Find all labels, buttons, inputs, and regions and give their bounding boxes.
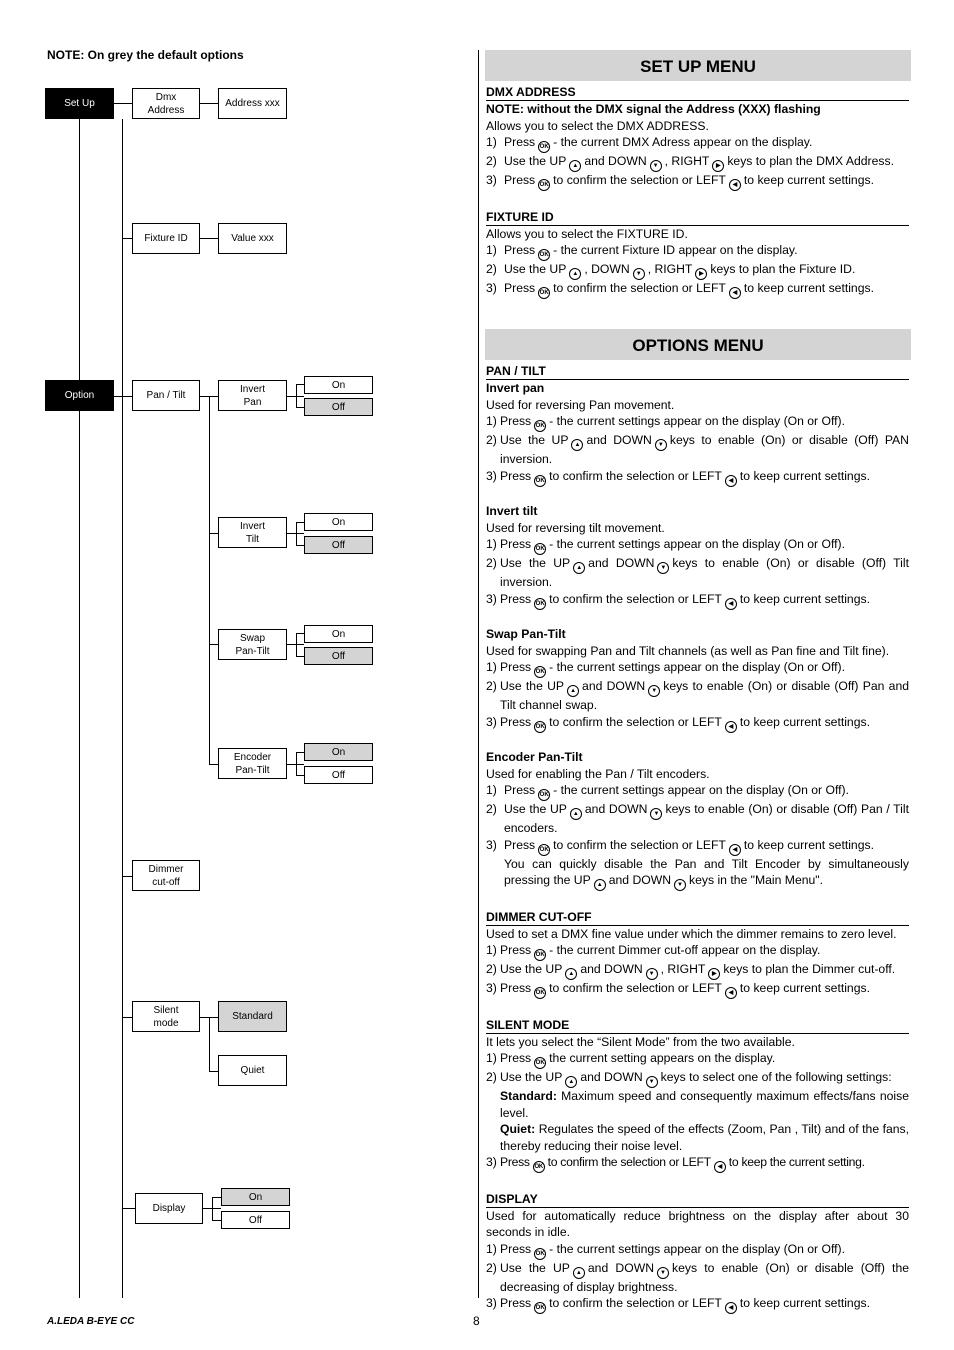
left-key-icon: ◀ (714, 1161, 726, 1173)
invert-tilt-step-1 (486, 536, 909, 555)
invert-pan-intro: Used for reversing Pan movement. (486, 397, 675, 412)
down-key-icon: ▼ (657, 1267, 669, 1279)
step-text: , RIGHT (664, 154, 710, 168)
step-text: to keep the current setting. (728, 1155, 865, 1169)
ok-key-icon: OK (538, 287, 550, 299)
standard-label: Standard: (500, 1089, 557, 1103)
invert-tilt-heading: Invert tilt (486, 504, 538, 518)
swap-step-1 (486, 659, 909, 678)
connector (296, 407, 304, 408)
connector (212, 1197, 221, 1198)
dimmer-intro: Used to set a DMX fine value under which the dimmer remains to zero level. (486, 926, 897, 941)
step-text: You can quickly disable the Pan and Tilt Encoder by simultaneously pressing the UP (504, 856, 909, 887)
pan-tilt-branch (209, 396, 210, 764)
encoder-step-1 (486, 782, 909, 801)
step-text: - the current Fixture ID appear on the display. (553, 243, 798, 257)
ok-key-icon: OK (534, 721, 546, 733)
tree-dimmer-cut-off: Dimmer cut-off (132, 860, 200, 891)
fixture-step-2 (486, 261, 909, 280)
connector (296, 656, 304, 657)
display-step-3 (486, 1295, 909, 1314)
step-text: to keep current settings. (739, 1296, 870, 1310)
tree-trunk (79, 119, 80, 1298)
step-number: 2) (486, 1070, 497, 1084)
connector (122, 238, 132, 239)
up-key-icon: ▲ (594, 879, 606, 891)
step-number: 1) (486, 943, 497, 957)
step-number: 3) (486, 281, 497, 295)
step-text: to keep current settings. (739, 591, 870, 606)
page-number: 8 (473, 1314, 480, 1328)
step-text: and DOWN (584, 802, 648, 816)
step-number: 2) (486, 262, 497, 276)
left-key-icon: ◀ (725, 987, 737, 999)
step-text: keys to plan the DMX Address. (727, 154, 894, 168)
silent-heading: SILENT MODE (486, 1018, 909, 1034)
connector (296, 522, 297, 545)
left-key-icon: ◀ (729, 179, 741, 191)
dmx-note: NOTE: without the DMX signal the Address (XXX) flashing (486, 102, 821, 116)
silent-step-1 (486, 1050, 909, 1069)
dmx-step-2 (486, 153, 909, 172)
ok-key-icon: OK (534, 1248, 546, 1260)
tree-invert-tilt: Invert Tilt (218, 517, 287, 548)
step-number: 3) (486, 1155, 497, 1169)
step-text: , RIGHT (647, 262, 693, 276)
connector (296, 752, 297, 775)
step-text: Use the UP (500, 962, 563, 976)
step-text: - the current DMX Adress appear on the display. (553, 135, 813, 149)
ok-key-icon: OK (538, 249, 550, 261)
step-text: Press (500, 1241, 532, 1256)
display-step-1 (486, 1241, 909, 1260)
step-text: to keep current settings. (739, 981, 870, 995)
left-key-icon: ◀ (725, 598, 737, 610)
display-heading: DISPLAY (486, 1192, 909, 1208)
step-text: to confirm the selection or LEFT (553, 281, 726, 295)
tree-display-off: Off (221, 1211, 290, 1229)
swap-step-2 (486, 678, 909, 714)
tree-dmx-address: Dmx Address (132, 88, 200, 119)
dmx-step-3 (486, 172, 909, 191)
step-text: and DOWN (580, 962, 643, 976)
step-text: Press (500, 1155, 530, 1169)
invert-pan-heading: Invert pan (486, 381, 545, 395)
up-key-icon: ▲ (573, 1267, 585, 1279)
fixture-id-heading: FIXTURE ID (486, 210, 909, 226)
step-text: keys to enable (On) or disable (Off) PAN inversion. (500, 433, 909, 466)
step-number: 2) (486, 433, 497, 447)
step-number: 1) (486, 783, 497, 797)
encoder-heading: Encoder Pan-Tilt (486, 750, 583, 764)
tree-encoder-off: Off (304, 766, 373, 784)
dimmer-step-1 (486, 942, 909, 961)
step-text: keys to plan the Dimmer cut-off. (723, 962, 896, 976)
tree-invert-tilt-off: Off (304, 536, 373, 554)
tree-setup: Set Up (45, 88, 114, 119)
tree-invert-pan: Invert Pan (218, 380, 287, 411)
step-text: to keep current settings. (743, 837, 874, 852)
fixture-step-3 (486, 280, 909, 299)
left-key-icon: ◀ (729, 287, 741, 299)
connector (296, 633, 304, 634)
connector (212, 1220, 221, 1221)
connector (296, 384, 297, 407)
step-text: Press (500, 660, 532, 674)
down-key-icon: ▼ (674, 879, 686, 891)
step-text: Press (500, 981, 532, 995)
step-text: keys in the "Main Menu". (689, 873, 824, 887)
step-text: Press (500, 943, 532, 957)
step-text: - the current settings appear on the display (On or Off). (553, 783, 849, 797)
standard-text: Maximum speed and consequently maximum effects/fans noise level. (500, 1089, 909, 1120)
step-text: to keep current settings. (739, 714, 870, 729)
step-text: - the current settings appear on the display (On or Off). (549, 660, 845, 674)
step-text: Press (504, 135, 536, 149)
step-text: Use the UP (504, 154, 567, 168)
down-key-icon: ▼ (650, 808, 662, 820)
invert-tilt-step-3 (486, 591, 909, 610)
step-text: keys to enable (On) or disable (Off) Pan and Tilt channel swap. (500, 679, 909, 712)
step-number: 3) (486, 714, 497, 729)
options-menu (486, 329, 909, 1314)
tree-address-xxx: Address xxx (218, 88, 287, 119)
connector (296, 545, 304, 546)
up-key-icon: ▲ (569, 160, 581, 172)
left-key-icon: ◀ (725, 1302, 737, 1314)
ok-key-icon: OK (534, 1302, 546, 1314)
tree-standard: Standard (218, 1001, 287, 1032)
step-text: - the current settings appear on the display (On or Off). (549, 414, 845, 428)
ok-key-icon: OK (534, 987, 546, 999)
invert-tilt-intro: Used for reversing tilt movement. (486, 520, 665, 535)
swap-step-3 (486, 714, 909, 733)
step-text: - the current settings appear on the display (On or Off). (549, 1241, 845, 1256)
ok-key-icon: OK (534, 543, 546, 555)
step-number: 1) (486, 1051, 497, 1065)
ok-key-icon: OK (533, 1161, 545, 1173)
down-key-icon: ▼ (646, 1076, 658, 1088)
left-key-icon: ◀ (729, 844, 741, 856)
tree-swap-off: Off (304, 647, 373, 665)
connector (296, 775, 304, 776)
down-key-icon: ▼ (655, 439, 667, 451)
dmx-address-heading: DMX ADDRESS (486, 85, 909, 101)
tree-encoder-pan-tilt: Encoder Pan-Tilt (218, 748, 287, 779)
ok-key-icon: OK (534, 475, 546, 487)
tree-swap-on: On (304, 625, 373, 643)
dimmer-step-2 (486, 961, 909, 980)
tree-silent-mode: Silent mode (132, 1001, 200, 1032)
step-text: to keep current settings. (739, 468, 870, 483)
setup-menu-title: SET UP MENU (485, 50, 911, 81)
step-text: Use the UP (500, 1260, 570, 1275)
ok-key-icon: OK (534, 420, 546, 432)
step-text: Use the UP (500, 556, 571, 570)
fixture-intro: Allows you to select the FIXTURE ID. (486, 226, 688, 241)
default-options-note: NOTE: On grey the default options (47, 48, 244, 62)
step-text: and DOWN (587, 1260, 655, 1275)
step-text: to confirm the selection or LEFT (547, 1155, 711, 1169)
step-number: 3) (486, 173, 497, 187)
dimmer-step-3 (486, 980, 909, 999)
step-text: to confirm the selection or LEFT (549, 1296, 722, 1310)
up-key-icon: ▲ (565, 968, 577, 980)
ok-key-icon: OK (534, 598, 546, 610)
invert-pan-step-3 (486, 468, 909, 487)
step-text: Press (504, 173, 536, 187)
invert-pan-step-2 (486, 432, 909, 468)
display-intro: Used for automatically reduce brightness on the display after about 30 seconds in idle. (486, 1208, 909, 1239)
step-text: to confirm the selection or LEFT (549, 468, 722, 483)
step-text: keys to enable (On) or disable (Off) Tilt inversion. (500, 556, 909, 589)
up-key-icon: ▲ (567, 685, 579, 697)
connector (122, 1017, 132, 1018)
connector (212, 1197, 213, 1220)
step-text: to confirm the selection or LEFT (553, 837, 726, 852)
step-text: , RIGHT (660, 962, 706, 976)
tree-branch-main (122, 119, 123, 1298)
column-divider (478, 50, 479, 1298)
right-key-icon: ▶ (708, 968, 720, 980)
step-number: 1) (486, 537, 497, 551)
connector (200, 103, 218, 104)
step-text: and DOWN (584, 154, 647, 168)
down-key-icon: ▼ (648, 685, 660, 697)
up-key-icon: ▲ (571, 439, 583, 451)
options-menu-title: OPTIONS MENU (485, 329, 911, 360)
step-text: to confirm the selection or LEFT (549, 714, 722, 729)
connector (209, 1017, 210, 1071)
step-number: 1) (486, 1241, 497, 1256)
step-text: keys to enable (On) or disable (Off) Pan / Tilt encoders. (504, 802, 909, 835)
step-number: 2) (486, 679, 497, 693)
up-key-icon: ▲ (569, 268, 581, 280)
step-text: Press (500, 714, 532, 729)
dmx-intro: Allows you to select the DMX ADDRESS. (486, 118, 709, 133)
ok-key-icon: OK (538, 179, 550, 191)
down-key-icon: ▼ (646, 968, 658, 980)
step-number: 2) (486, 1260, 497, 1275)
connector (296, 384, 304, 385)
step-text: keys to enable (On) or disable (Off) the decreasing of display brightness. (500, 1260, 909, 1294)
step-number: 2) (486, 154, 497, 168)
pan-tilt-heading: PAN / TILT (486, 364, 909, 380)
step-text: to keep current settings. (743, 173, 874, 187)
step-number: 3) (486, 981, 497, 995)
connector (114, 103, 132, 104)
step-text: Use the UP (504, 802, 567, 816)
fixture-step-1 (486, 242, 909, 261)
tree-value-xxx: Value xxx (218, 223, 287, 254)
up-key-icon: ▲ (573, 562, 585, 574)
step-text: Press (500, 1296, 532, 1310)
step-number: 3) (486, 837, 497, 852)
tree-invert-pan-off: Off (304, 398, 373, 416)
tree-invert-pan-on: On (304, 376, 373, 394)
step-text: Press (504, 243, 536, 257)
step-number: 1) (486, 243, 497, 257)
right-key-icon: ▶ (712, 160, 724, 172)
footer-product-name: A.LEDA B-EYE CC (47, 1316, 135, 1327)
ok-key-icon: OK (534, 949, 546, 961)
step-text: to confirm the selection or LEFT (549, 591, 722, 606)
tree-swap-pan-tilt: Swap Pan-Tilt (218, 629, 287, 660)
step-number: 2) (486, 556, 497, 570)
encoder-step-3 (486, 837, 909, 892)
step-text: - the current Dimmer cut-off appear on the display. (549, 943, 821, 957)
step-number: 2) (486, 962, 497, 976)
step-number: 1) (486, 414, 497, 428)
swap-heading: Swap Pan-Tilt (486, 627, 566, 641)
setup-menu (486, 50, 909, 299)
tree-display-on: On (221, 1188, 290, 1206)
ok-key-icon: OK (538, 141, 550, 153)
step-text: Press (504, 783, 536, 797)
step-text: keys to select one of the following settings: (660, 1070, 892, 1084)
connector (209, 533, 218, 534)
step-text: Use the UP (500, 433, 569, 447)
connector (296, 522, 304, 523)
silent-step-3 (486, 1154, 909, 1173)
step-text: , DOWN (584, 262, 630, 276)
connector (209, 764, 218, 765)
step-text: Use the UP (500, 1070, 563, 1084)
step-number: 3) (486, 1296, 497, 1310)
step-number: 3) (486, 468, 497, 483)
down-key-icon: ▼ (633, 268, 645, 280)
step-text: to confirm the selection or LEFT (549, 981, 722, 995)
encoder-intro: Used for enabling the Pan / Tilt encoders. (486, 766, 710, 781)
step-text: Press (500, 468, 532, 483)
step-text: and DOWN (582, 679, 646, 693)
silent-step-2 (486, 1069, 909, 1154)
tree-quiet: Quiet (218, 1055, 287, 1086)
left-key-icon: ◀ (725, 475, 737, 487)
step-text: and DOWN (588, 556, 655, 570)
tree-fixture-id: Fixture ID (132, 223, 200, 254)
step-text: - the current settings appear on the display (On or Off). (549, 537, 845, 551)
encoder-step-2 (486, 801, 909, 837)
tree-encoder-on: On (304, 743, 373, 761)
quiet-label: Quiet: (500, 1122, 536, 1136)
invert-tilt-step-2 (486, 555, 909, 591)
step-text: Press (500, 591, 532, 606)
ok-key-icon: OK (538, 844, 550, 856)
up-key-icon: ▲ (570, 808, 582, 820)
display-step-2 (486, 1260, 909, 1296)
invert-pan-step-1 (486, 413, 909, 432)
step-number: 3) (486, 591, 497, 606)
step-number: 2) (486, 802, 497, 816)
tree-invert-tilt-on: On (304, 513, 373, 531)
down-key-icon: ▼ (650, 160, 662, 172)
connector (200, 238, 218, 239)
step-text: Press (500, 1051, 532, 1065)
step-number: 1) (486, 660, 497, 674)
connector (296, 633, 297, 656)
right-key-icon: ▶ (695, 268, 707, 280)
connector (209, 1071, 218, 1072)
ok-key-icon: OK (534, 666, 546, 678)
step-text: Use the UP (504, 262, 567, 276)
dmx-step-1 (486, 134, 909, 153)
connector (114, 396, 132, 397)
connector (296, 752, 304, 753)
step-text: keys to plan the Fixture ID. (710, 262, 856, 276)
up-key-icon: ▲ (565, 1076, 577, 1088)
step-text: to confirm the selection or LEFT (553, 173, 726, 187)
dimmer-heading: DIMMER CUT-OFF (486, 910, 909, 926)
step-text: Press (504, 281, 536, 295)
silent-intro: It lets you select the “Silent Mode” from the two available. (486, 1034, 795, 1049)
step-text: and DOWN (608, 873, 672, 887)
tree-pan-tilt: Pan / Tilt (132, 380, 200, 411)
connector (122, 876, 132, 877)
connector (122, 1208, 135, 1209)
ok-key-icon: OK (538, 789, 550, 801)
swap-intro: Used for swapping Pan and Tilt channels (as well as Pan fine and Tilt fine). (486, 643, 890, 658)
step-text: Press (500, 537, 532, 551)
step-text: to keep current settings. (743, 281, 874, 295)
step-text: Use the UP (500, 679, 565, 693)
quiet-text: Regulates the speed of the effects (Zoom, Pan , Tilt) and of the fans, thereby reducing their noise level. (500, 1122, 910, 1153)
step-text: and DOWN (580, 1070, 643, 1084)
left-key-icon: ◀ (725, 721, 737, 733)
connector (209, 644, 218, 645)
step-text: and DOWN (586, 433, 652, 447)
step-text: Press (504, 837, 536, 852)
down-key-icon: ▼ (657, 562, 669, 574)
tree-display: Display (135, 1193, 203, 1224)
tree-option: Option (45, 380, 114, 411)
ok-key-icon: OK (534, 1057, 546, 1069)
step-text: Press (500, 414, 532, 428)
step-number: 1) (486, 135, 497, 149)
step-text: the current setting appears on the display. (549, 1051, 776, 1065)
